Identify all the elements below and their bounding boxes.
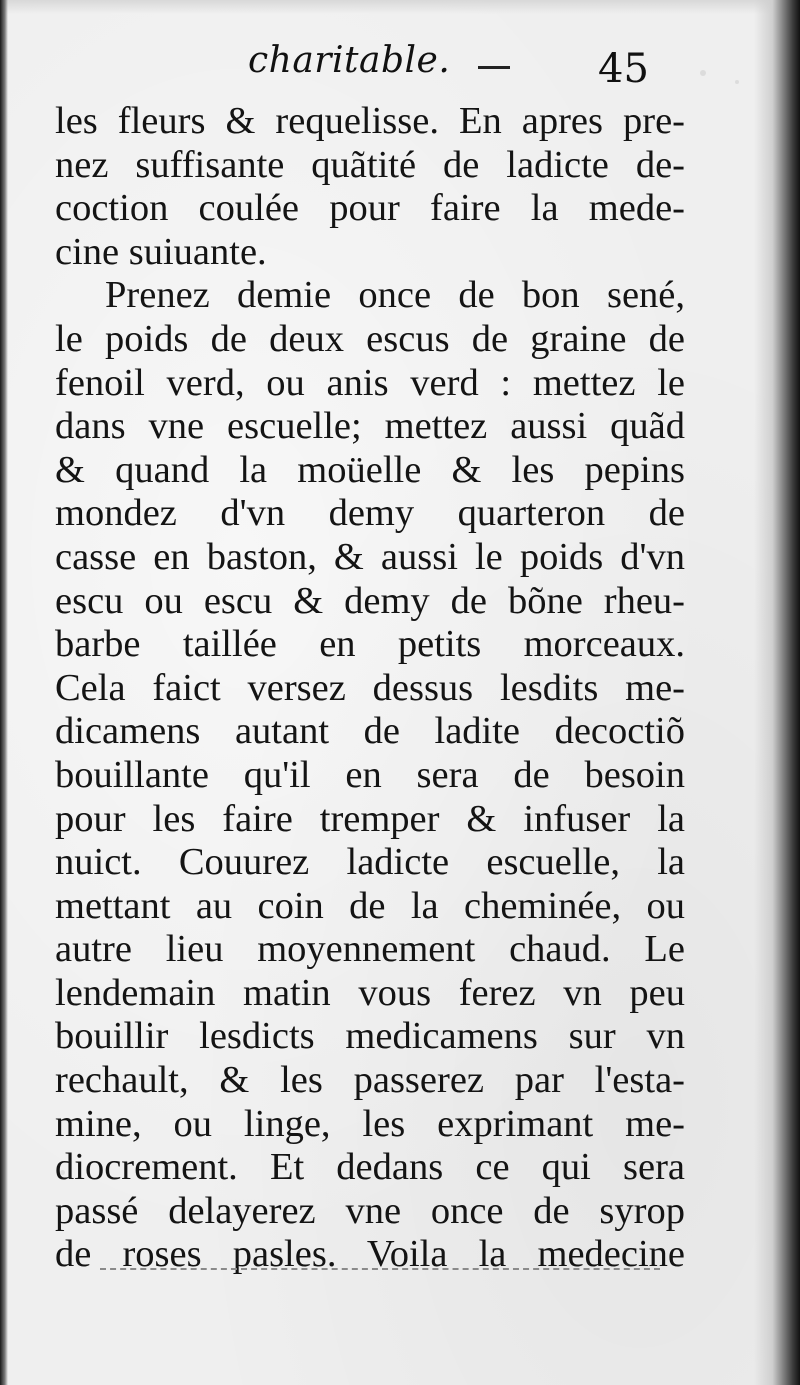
page-left-edge xyxy=(0,0,8,1385)
running-head: charitable. xyxy=(248,40,451,81)
text-line: mettant au coin de la cheminée, ou xyxy=(55,884,685,927)
page-top-edge xyxy=(0,0,800,14)
page-header xyxy=(60,40,660,100)
text-line: le poids de deux escus de graine de xyxy=(55,317,685,360)
text-line: cine suiuante. xyxy=(55,230,267,273)
bottom-bleed-marks xyxy=(100,1268,660,1273)
text-line: casse en baston, & aussi le poids d'vn xyxy=(55,535,685,578)
body-text xyxy=(55,100,685,1277)
text-line: nez suffisante quãtité de ladicte de- xyxy=(55,143,685,186)
ink-speck xyxy=(735,80,739,84)
text-line: nuict. Couurez ladicte escuelle, la xyxy=(55,841,685,884)
text-line: bouillante qu'il en sera de besoin xyxy=(55,753,685,796)
text-line: passé delayerez vne once de syrop xyxy=(55,1189,685,1232)
text-line: pour les faire tremper & infuser la xyxy=(55,797,685,840)
text-line: rechault, & les passerez par l'esta- xyxy=(55,1059,685,1102)
text-line: barbe taillée en petits morceaux. xyxy=(55,623,685,666)
text-line: les fleurs & requelisse. En apres pre- xyxy=(55,100,685,142)
text-line: de roses pasles. Voila la medecine xyxy=(55,1233,685,1276)
text-line: fenoil verd, ou anis verd : mettez le xyxy=(55,361,685,404)
text-line: coction coulée pour faire la mede- xyxy=(55,187,685,230)
page-number: 45 xyxy=(598,46,649,92)
page-right-edge xyxy=(754,0,800,1385)
text-line: mondez d'vn demy quarteron de xyxy=(55,492,685,535)
text-line: & quand la moüelle & les pepins xyxy=(55,448,685,491)
text-line: diocrement. Et dedans ce qui sera xyxy=(55,1146,685,1189)
ink-speck xyxy=(700,70,706,76)
text-line: autre lieu moyennement chaud. Le xyxy=(55,928,685,971)
text-line: dans vne escuelle; mettez aussi quãd xyxy=(55,405,685,448)
text-line: dicamens autant de ladite decoctiõ xyxy=(55,710,685,753)
text-line: escu ou escu & demy de bõne rheu- xyxy=(55,579,685,622)
text-line: Prenez demie once de bon sené, xyxy=(105,274,685,317)
text-line: bouillir lesdicts medicamens sur vn xyxy=(55,1015,685,1058)
header-dash xyxy=(478,66,510,69)
text-line: mine, ou linge, les exprimant me- xyxy=(55,1102,685,1145)
text-line: Cela faict versez dessus lesdits me- xyxy=(55,666,685,709)
text-line: lendemain matin vous ferez vn peu xyxy=(55,971,685,1014)
